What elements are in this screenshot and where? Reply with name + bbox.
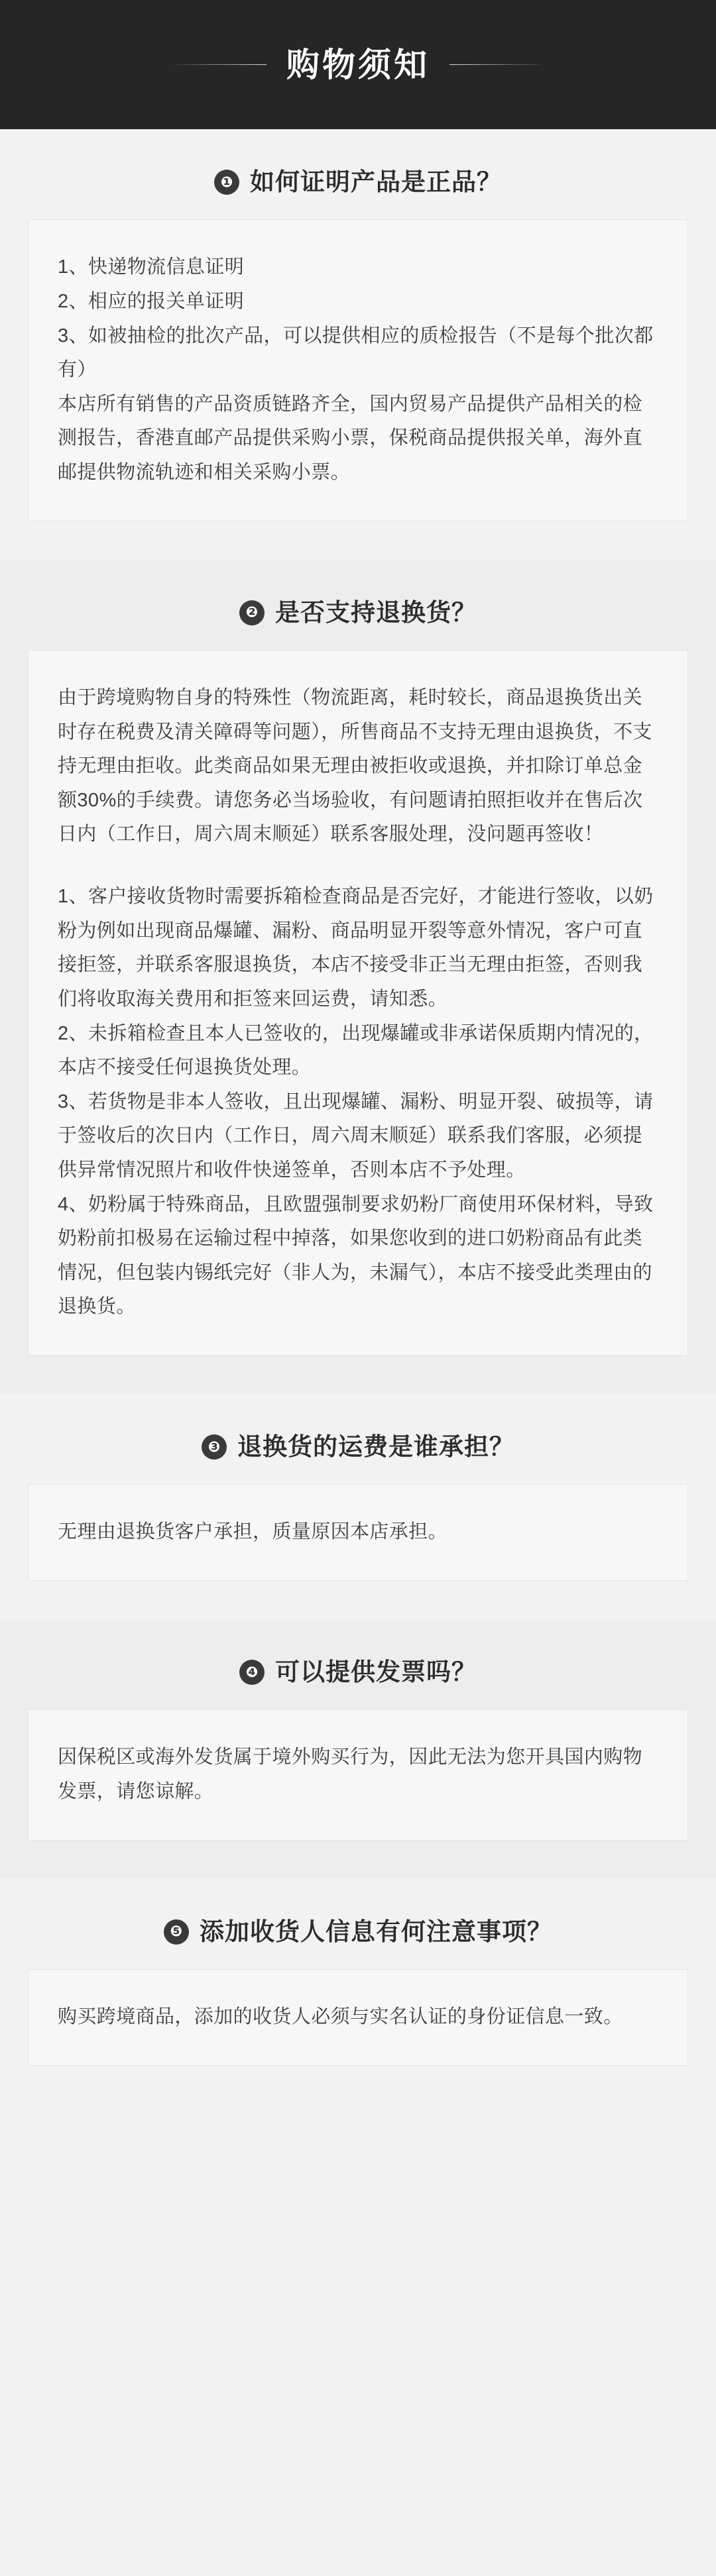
section-3	[0, 1394, 716, 1619]
section-1-paragraph: 本店所有销售的产品资质链路齐全，国内贸易产品提供产品相关的检测报告，香港直邮产品提供采购小票，保税商品提供报关单，海外直邮提供物流轨迹和相关采购小票。	[58, 393, 643, 484]
section-5-card-wrap	[0, 1969, 716, 2104]
section-5-title: 添加收货人信息有何注意事项？	[200, 1917, 552, 1945]
page-header	[0, 0, 716, 129]
page-title: 购物须知	[286, 46, 430, 83]
section-4-title: 可以提供发票吗？	[275, 1658, 477, 1686]
section-2-line-1: 1、客户接收货物时需要拆箱检查商品是否完好，才能进行签收，以奶粉为例如出现商品爆罐、漏粉、商品明显开裂等意外情况，客户可直接拒签，并联系客服退换货，本店不接受非正当无理由拒签，否则我们将收取海关费用和拒签来回运费，请知悉。	[58, 886, 654, 1010]
section-5-header	[0, 1879, 716, 1969]
question-number-icon: ❺	[164, 1919, 189, 1945]
header-inner	[174, 48, 542, 81]
section-5-card	[28, 1969, 688, 2066]
section-4-header	[0, 1619, 716, 1709]
section-2-intro: 由于跨境购物自身的特殊性（物流距离，耗时较长，商品退换货出关时存在税费及清关障碍等问题），所售商品不支持无理由退换货，不支持无理由拒收。此类商品如果无理由被拒收或退换，并扣除订单总金额30%的手续费。请您务必当场验收，有问题请拍照拒收并在售后次日内（工作日，周六周末顺延）联系客服处理，没问题再签收！	[58, 687, 652, 845]
section-3-paragraph: 无理由退换货客户承担，质量原因本店承担。	[58, 1521, 448, 1543]
section-5	[0, 1879, 716, 2104]
section-1-card	[28, 219, 688, 521]
section-1-title: 如何证明产品是正品？	[250, 168, 502, 195]
section-2-title: 是否支持退换货？	[275, 598, 477, 626]
section-2-card-wrap	[0, 650, 716, 1394]
section-1-line-3: 3、如被抽检的批次产品，可以提供相应的质检报告（不是每个批次都有）	[58, 325, 654, 381]
spacer	[58, 852, 658, 880]
section-3-title: 退换货的运费是谁承担？	[237, 1433, 514, 1461]
section-2-line-2: 2、未拆箱检查且本人已签收的，出现爆罐或非承诺保质期内情况的，本店不接受任何退换货处理。	[58, 1022, 654, 1079]
section-2-line-4: 4、奶粉属于特殊商品，且欧盟强制要求奶粉厂商使用环保材料，导致奶粉前扣极易在运输过程中掉落，如果您收到的进口奶粉商品有此类情况，但包装内锡纸完好（非人为，未漏气），本店不接受此类理由的退换货。	[58, 1193, 654, 1318]
section-5-paragraph: 购买跨境商品，添加的收货人必须与实名认证的身份证信息一致。	[58, 2006, 623, 2028]
section-3-card-wrap	[0, 1484, 716, 1619]
header-left-rule	[174, 64, 267, 65]
section-2-header	[0, 560, 716, 650]
section-2-card	[28, 650, 688, 1356]
question-number-icon: ❸	[202, 1434, 227, 1460]
header-right-rule	[449, 64, 542, 65]
question-number-icon: ❹	[239, 1660, 265, 1685]
section-4	[0, 1619, 716, 1879]
section-1-header	[0, 129, 716, 219]
section-1-line-1: 1、快递物流信息证明	[58, 256, 245, 278]
section-2-list	[58, 880, 658, 1324]
section-4-card	[28, 1709, 688, 1840]
section-1-line-2: 2、相应的报关单证明	[58, 291, 245, 312]
section-1	[0, 129, 716, 560]
question-number-icon: ❶	[214, 170, 239, 195]
page-bottom-spacer	[0, 2104, 716, 2576]
section-4-paragraph: 因保税区或海外发货属于境外购买行为，因此无法为您开具国内购物发票，请您谅解。	[58, 1746, 643, 1803]
section-1-card-wrap	[0, 219, 716, 559]
section-3-card	[28, 1484, 688, 1581]
section-3-header	[0, 1394, 716, 1484]
section-2	[0, 560, 716, 1394]
section-4-card-wrap	[0, 1709, 716, 1878]
section-2-line-3: 3、若货物是非本人签收，且出现爆罐、漏粉、明显开裂、破损等，请于签收后的次日内（工作日，周六周末顺延）联系我们客服，必须提供异常情况照片和收件快递签单，否则本店不予处理。	[58, 1091, 654, 1181]
question-number-icon: ❷	[239, 600, 265, 625]
section-1-list	[58, 250, 658, 387]
